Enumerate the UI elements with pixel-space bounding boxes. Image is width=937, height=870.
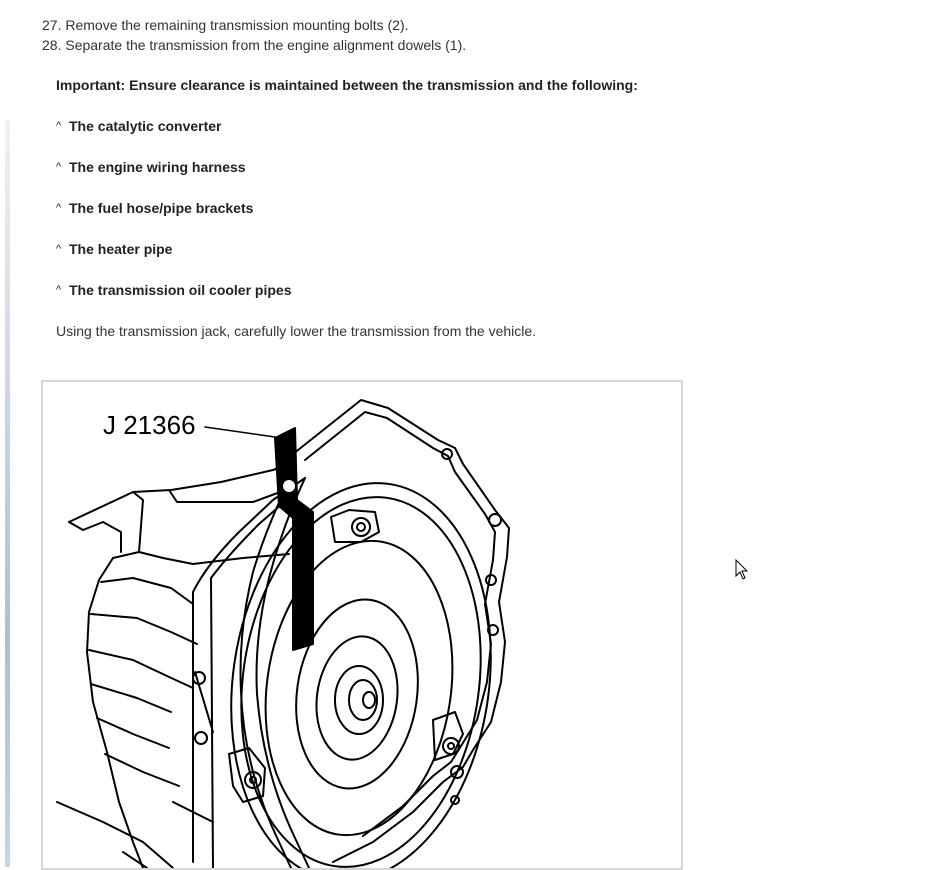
transmission-illustration [43, 382, 681, 868]
caret-icon: ^ [56, 243, 62, 255]
step-text: Remove the remaining transmission mounting bolts (2). [65, 17, 409, 33]
step-28 [42, 37, 466, 53]
bullet-text: The transmission oil cooler pipes [69, 282, 292, 298]
caret-icon: ^ [56, 161, 62, 173]
figure-frame [41, 380, 683, 870]
step-27 [42, 17, 409, 33]
bullet-text: The heater pipe [69, 241, 173, 257]
step-number: 27. [42, 17, 62, 33]
step-number: 28. [42, 37, 62, 53]
bullet-item [56, 159, 246, 175]
bullet-item [56, 282, 292, 298]
bullet-text: The fuel hose/pipe brackets [69, 200, 254, 216]
bullet-text: The catalytic converter [69, 118, 222, 134]
bullet-item [56, 241, 172, 257]
bullet-item [56, 200, 253, 216]
bullet-text: The engine wiring harness [69, 159, 246, 175]
caret-icon: ^ [56, 202, 62, 214]
caret-icon: ^ [56, 284, 62, 296]
important-note: Important: Ensure clearance is maintained between the transmission and the following: [56, 77, 638, 93]
mouse-cursor-icon [735, 559, 749, 581]
tool-label: J 21366 [103, 410, 196, 440]
instruction-text: Using the transmission jack, carefully lower the transmission from the vehicle. [56, 323, 537, 339]
step-text: Separate the transmission from the engine alignment dowels (1). [65, 37, 467, 53]
bullet-item [56, 118, 222, 134]
caret-icon: ^ [56, 120, 62, 132]
